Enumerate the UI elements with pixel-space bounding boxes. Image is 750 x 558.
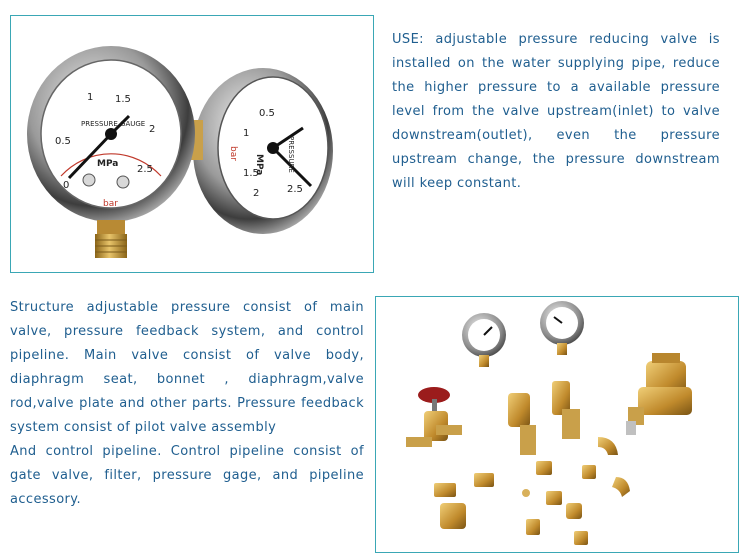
structure-paragraph-1: Structure adjustable pressure consist of main valve, pressure feedback system, and control pipeline. Main valve consist of valve body, diaphragm seat, bonnet , diaphragm,valve rod,valve plate and other parts. Pressure feedback system consist of pilot valve assembly (10, 300, 364, 435)
left-gauge-bar-unit: bar (103, 199, 118, 209)
right-gauge-unit: MPa (254, 154, 264, 176)
left-gauge-tick-2: 1 (87, 92, 94, 103)
small-gauge-1 (462, 313, 506, 367)
use-label: USE: (392, 32, 424, 47)
right-gauge-tick-1: 0.5 (259, 108, 275, 119)
left-gauge (27, 46, 195, 222)
small-gauge-2 (540, 301, 584, 355)
structure-description (10, 296, 364, 512)
left-gauge-tick-3: 1.5 (115, 94, 131, 105)
use-body: adjustable pressure reducing valve is installed on the water supplying pipe, reduce the higher pressure to a available pressure level from the valve upstream(inlet) to valve downstream(outlet), even the pressure upstream change, the pressure downstream will keep constant. (392, 32, 720, 191)
right-gauge-tick-2: 1 (243, 128, 250, 139)
pressure-reducing-valve (626, 353, 692, 435)
left-gauge-tick-0: 0 (63, 180, 70, 191)
structure-paragraph-2: And control pipeline. Control pipeline consist of gate valve, filter, pressure gage, and pipeline accessory. (10, 444, 364, 507)
left-gauge-tick-1: 0.5 (55, 136, 71, 147)
left-gauge-unit: MPa (97, 159, 119, 169)
right-gauge-tick-4: 2 (253, 188, 260, 199)
gauges-illustration (11, 16, 373, 272)
right-gauge-tick-5: 2.5 (287, 184, 303, 195)
right-gauge-bar-unit: bar (228, 146, 238, 161)
valve-parts-illustration (376, 297, 738, 552)
use-description (392, 28, 720, 196)
right-gauge (193, 68, 333, 234)
valve-parts-photo (375, 296, 739, 553)
left-gauge-title: PRESSURE GAUGE (81, 120, 146, 128)
brass-fittings (434, 381, 630, 545)
gauges-photo (10, 15, 374, 273)
right-gauge-tick-3: 1.5 (243, 168, 259, 179)
left-gauge-tick-5: 2.5 (137, 164, 153, 175)
gate-valve (406, 387, 462, 447)
left-gauge-tick-4: 2 (149, 124, 156, 135)
right-gauge-title: PRESSURE (287, 136, 295, 173)
brass-fitting-bottom (95, 220, 127, 258)
